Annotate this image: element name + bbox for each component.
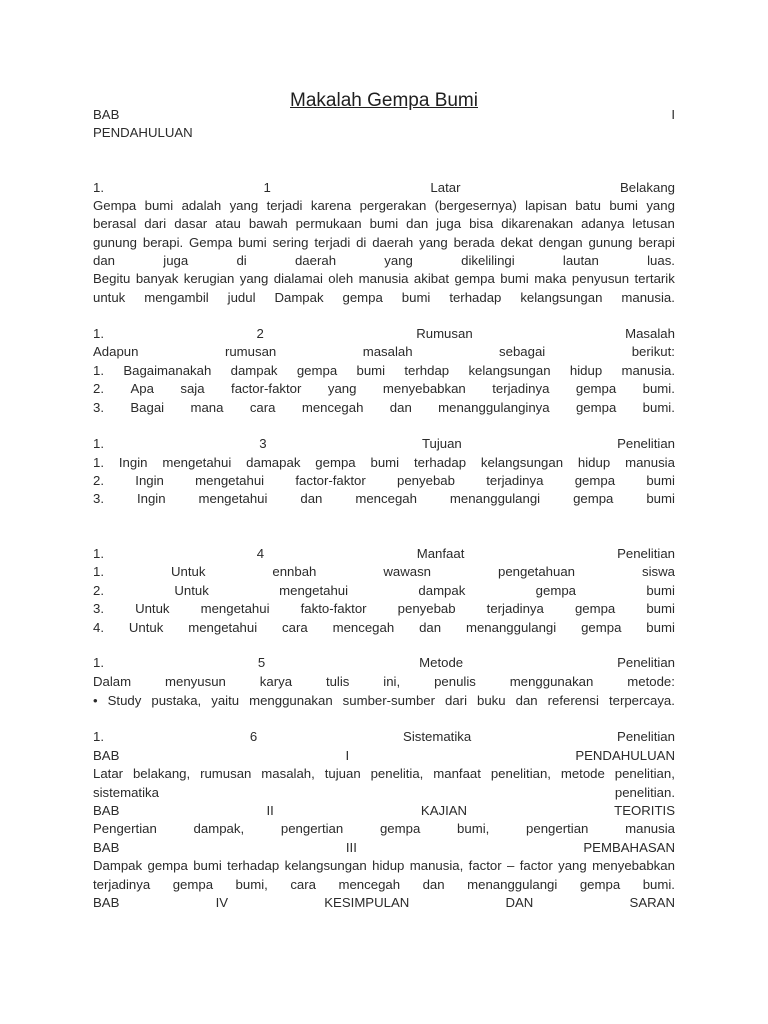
word: menanggulangi	[449, 491, 541, 506]
word: sebagai	[499, 344, 546, 359]
word: gempa	[575, 400, 617, 415]
word: karena	[310, 198, 352, 213]
word: terjadi	[266, 198, 303, 213]
word: manusia	[358, 271, 409, 286]
word: dan	[93, 253, 116, 268]
word: Ingin	[135, 473, 164, 488]
text-line	[93, 362, 675, 380]
word: penyebab	[397, 473, 455, 488]
text-line	[93, 545, 675, 563]
word: dan	[419, 620, 442, 635]
text-line	[93, 820, 675, 838]
word: berikut:	[631, 344, 675, 359]
text-line	[93, 673, 675, 691]
word: Adapun	[93, 344, 139, 359]
text-line	[93, 179, 675, 197]
word: ennbah	[272, 564, 317, 579]
text-line	[93, 124, 675, 142]
word: PENDAHULUAN	[93, 125, 193, 140]
word: gempa	[535, 583, 576, 598]
word: bumi	[609, 198, 638, 213]
word: Ingin	[118, 455, 148, 470]
word: bumi	[646, 583, 675, 598]
word: Latar	[93, 766, 124, 781]
word: bumi	[646, 473, 675, 488]
text-line	[93, 839, 675, 857]
word: damapak	[246, 455, 301, 470]
word: bumi	[646, 491, 675, 506]
word: bumi,	[457, 821, 490, 836]
word: dekat	[500, 235, 533, 250]
word: daerah	[294, 253, 337, 268]
word: mencegah	[338, 877, 401, 892]
text-line	[93, 215, 675, 233]
word: Masalah	[625, 326, 675, 341]
word: juga	[163, 253, 189, 268]
word: Pengertian	[93, 821, 157, 836]
text-line	[93, 619, 675, 637]
word: masalah	[362, 344, 413, 359]
word: dampak	[418, 583, 466, 598]
word: bumi	[646, 601, 675, 616]
word: BAB	[93, 748, 120, 763]
word: dan	[389, 400, 412, 415]
word: sering	[272, 235, 309, 250]
word: saja	[180, 381, 205, 396]
word: maka	[534, 271, 567, 286]
word: yang	[419, 235, 448, 250]
word: bumi.	[642, 400, 675, 415]
word: 4.	[93, 620, 104, 635]
text-line	[93, 289, 675, 307]
word: yang	[384, 253, 413, 268]
word: terjadinya	[486, 473, 544, 488]
word: Gempa	[189, 235, 233, 250]
word: IV	[215, 895, 229, 910]
word: KAJIAN	[420, 803, 468, 818]
word: kelangsungan	[284, 858, 367, 873]
word: masalah,	[261, 766, 315, 781]
word: metode:	[627, 674, 675, 689]
word: gempa	[147, 858, 188, 873]
word: dampak,	[193, 821, 245, 836]
text-line	[93, 654, 675, 672]
word: terjadinya	[93, 877, 151, 892]
word: mengetahui	[188, 620, 258, 635]
word: terjadi	[314, 235, 351, 250]
word: SARAN	[629, 895, 675, 910]
word: kelangsungan	[520, 290, 603, 305]
word: dengan	[538, 235, 583, 250]
word: lautan	[562, 253, 599, 268]
word: rumusan	[224, 344, 277, 359]
word: gempa	[315, 455, 356, 470]
word: menanggulangi	[465, 620, 557, 635]
word: dampak	[230, 363, 278, 378]
word: 1.	[93, 326, 104, 341]
word: manusia	[625, 821, 675, 836]
text-line	[93, 784, 675, 802]
word: bumi	[193, 858, 222, 873]
word: mengetahui	[195, 473, 265, 488]
word: Bagaimanakah	[123, 363, 212, 378]
word: bumi	[500, 271, 529, 286]
word: gunung	[93, 235, 138, 250]
word: bumi	[238, 235, 267, 250]
word: menggunakan	[249, 693, 333, 708]
text-line	[93, 435, 675, 453]
word: belakang,	[132, 766, 191, 781]
word: mencegah	[332, 620, 395, 635]
word: pengertian	[526, 821, 589, 836]
word: •	[93, 693, 98, 708]
word: terhadap	[227, 858, 280, 873]
word: judul	[227, 290, 256, 305]
word: dasar	[174, 216, 208, 231]
word: berada	[453, 235, 495, 250]
word: factor	[519, 858, 553, 873]
word: kelangsungan	[480, 455, 564, 470]
word: mengetahui	[162, 455, 232, 470]
word: terjadinya	[486, 601, 544, 616]
word: kerugian	[183, 271, 235, 286]
word: Metode	[419, 655, 464, 670]
word: mengetahui	[198, 491, 268, 506]
word: akibat	[413, 271, 450, 286]
word: Dalam	[93, 674, 132, 689]
text-line	[93, 234, 675, 252]
word: Untuk	[174, 583, 209, 598]
word: menyebabkan	[592, 858, 675, 873]
text-line	[93, 454, 675, 472]
word: 3.	[93, 601, 104, 616]
word: pengetahuan	[498, 564, 576, 579]
word: bumi	[401, 290, 431, 305]
word: Latar	[430, 180, 461, 195]
word: mengetahui	[279, 583, 349, 598]
word: metode	[560, 766, 605, 781]
word: 1.	[93, 180, 104, 195]
word: PEMBAHASAN	[583, 840, 675, 855]
word: rumusan	[200, 766, 252, 781]
word: yang	[327, 381, 357, 396]
text-line	[93, 270, 675, 288]
word: dikarenakan	[501, 216, 574, 231]
word: gempa	[574, 601, 616, 616]
word: atau	[215, 216, 241, 231]
word: gempa	[379, 821, 421, 836]
word: banyak	[135, 271, 179, 286]
text-line	[93, 106, 675, 124]
word: menanggulangi	[467, 877, 558, 892]
word: gempa	[579, 877, 621, 892]
word: penyusun	[571, 271, 630, 286]
word: BAB	[93, 107, 120, 122]
word: 2.	[93, 381, 104, 396]
word: gempa	[575, 381, 617, 396]
word: KESIMPULAN	[324, 895, 410, 910]
word: 2	[256, 326, 264, 341]
word: penelitian,	[490, 766, 551, 781]
word: menyebabkan	[382, 381, 466, 396]
word: Penelitian	[617, 436, 675, 451]
word: factor-faktor	[295, 473, 366, 488]
word: kelangsungan	[468, 363, 551, 378]
word: BAB	[93, 895, 120, 910]
text-line	[93, 692, 675, 710]
word: yaitu	[211, 693, 240, 708]
word: dan	[422, 877, 445, 892]
word: permukaan	[295, 216, 362, 231]
word: PENDAHULUAN	[575, 748, 675, 763]
word: 1.	[93, 363, 104, 378]
word: daerah	[372, 235, 414, 250]
word: gempa	[573, 491, 614, 506]
word: wawasn	[383, 564, 432, 579]
word: letusan	[632, 216, 675, 231]
word: batu	[575, 198, 601, 213]
word: Dampak	[274, 290, 324, 305]
word: mana	[190, 400, 224, 415]
word: mengambil	[144, 290, 209, 305]
word: yang	[646, 198, 675, 213]
word: –	[507, 858, 515, 873]
word: terhadap	[449, 290, 502, 305]
word: 1.	[93, 546, 104, 561]
word: Study	[107, 693, 142, 708]
word: bisa	[469, 216, 494, 231]
word: III	[345, 840, 357, 855]
word: dan	[300, 491, 323, 506]
word: Rumusan	[416, 326, 473, 341]
word: yang	[229, 198, 259, 213]
text-line	[93, 380, 675, 398]
word: juga	[436, 216, 462, 231]
word: dialamai	[273, 271, 323, 286]
word: 1.	[93, 455, 104, 470]
word: berapi	[638, 235, 675, 250]
word: manusia.	[621, 363, 675, 378]
word: BAB	[93, 840, 120, 855]
word: Untuk	[128, 620, 164, 635]
word: bumi	[369, 216, 399, 231]
word: bumi.	[642, 381, 675, 396]
text-line	[93, 857, 675, 875]
word: I	[671, 107, 675, 122]
word: Dampak	[93, 858, 143, 873]
word: lapisan	[525, 198, 567, 213]
word: terpercaya.	[608, 693, 675, 708]
word: dan	[515, 693, 538, 708]
word: terhadap	[413, 455, 467, 470]
word: pergerakan	[359, 198, 427, 213]
text-line	[93, 747, 675, 765]
word: gempa	[172, 877, 214, 892]
word: pustaka,	[151, 693, 202, 708]
word: Sistematika	[403, 729, 472, 744]
word: bumi	[144, 198, 174, 213]
word: penelitian,	[614, 766, 675, 781]
word: mencegah	[355, 491, 417, 506]
word: dari	[445, 693, 468, 708]
text-line	[93, 563, 675, 581]
word: menyusun	[165, 674, 226, 689]
text-line	[93, 600, 675, 618]
word: bawah	[248, 216, 288, 231]
word: I	[345, 748, 350, 763]
word: siswa	[641, 564, 675, 579]
word: bumi	[370, 455, 400, 470]
word: 3	[259, 436, 267, 451]
text-line	[93, 343, 675, 361]
word: bumi,	[235, 877, 268, 892]
word: tujuan	[324, 766, 361, 781]
word: penulis	[434, 674, 476, 689]
word: manusia	[625, 455, 675, 470]
word: DAN	[505, 895, 534, 910]
word: terjadinya	[492, 381, 550, 396]
word: oleh	[328, 271, 354, 286]
word: di	[236, 253, 247, 268]
text-line	[93, 876, 675, 894]
word: Tujuan	[421, 436, 462, 451]
word: gempa	[574, 473, 616, 488]
word: tulis	[325, 674, 350, 689]
word: luas.	[647, 253, 675, 268]
text-line	[93, 728, 675, 746]
word: sumber-sumber	[342, 693, 436, 708]
word: adalah	[181, 198, 222, 213]
word: cara	[290, 877, 316, 892]
word: 3.	[93, 491, 104, 506]
word: 5	[257, 655, 266, 670]
word: mengetahui	[200, 601, 270, 616]
word: 2.	[93, 583, 104, 598]
word: BAB	[93, 803, 120, 818]
document-title: Makalah Gempa Bumi	[290, 90, 478, 111]
word: gempa	[342, 290, 383, 305]
word: sistematika	[93, 785, 159, 800]
word: manusia,	[409, 858, 464, 873]
word: dari	[144, 216, 167, 231]
text-line	[93, 765, 675, 783]
word: gempa	[581, 620, 622, 635]
word: hidup	[569, 363, 603, 378]
word: berapi.	[142, 235, 184, 250]
word: cara	[282, 620, 308, 635]
word: bumi	[356, 363, 386, 378]
word: terhdap	[404, 363, 450, 378]
word: 3.	[93, 400, 104, 415]
word: (bergesernya)	[434, 198, 517, 213]
text-line	[93, 490, 675, 508]
word: dan	[406, 216, 429, 231]
word: 1.	[93, 655, 104, 670]
word: manfaat	[433, 766, 481, 781]
text-line	[93, 399, 675, 417]
word: Untuk	[135, 601, 170, 616]
word: 1.	[93, 436, 104, 451]
word: bumi.	[642, 877, 675, 892]
word: II	[266, 803, 274, 818]
word: Penelitian	[617, 729, 675, 744]
word: mencegah	[301, 400, 364, 415]
word: 1	[263, 180, 271, 195]
word: Ingin	[136, 491, 166, 506]
word: Manfaat	[416, 546, 465, 561]
word: factor-faktor	[231, 381, 302, 396]
word: factor	[468, 858, 502, 873]
text-line	[93, 252, 675, 270]
word: Penelitian	[617, 546, 675, 561]
word: 4	[256, 546, 265, 561]
word: manusia.	[621, 290, 675, 305]
word: adanya	[581, 216, 625, 231]
word: Gempa	[93, 198, 137, 213]
text-line	[93, 802, 675, 820]
word: 6	[249, 729, 258, 744]
word: penelitia,	[370, 766, 424, 781]
word: untuk	[93, 290, 126, 305]
word: pengertian	[280, 821, 344, 836]
word: karya	[259, 674, 293, 689]
word: berasal	[93, 216, 137, 231]
word: di	[356, 235, 367, 250]
word: 1.	[93, 564, 104, 579]
word: Belakang	[620, 180, 675, 195]
word: tertarik	[634, 271, 675, 286]
word: gunung	[588, 235, 633, 250]
word: referensi	[547, 693, 599, 708]
word: yang	[239, 271, 269, 286]
word: buku	[477, 693, 506, 708]
word: menanggulanginya	[438, 400, 550, 415]
word: bumi	[646, 620, 675, 635]
text-line	[93, 325, 675, 343]
word: menggunakan	[509, 674, 594, 689]
word: gempa	[296, 363, 338, 378]
word: ini,	[383, 674, 401, 689]
text-line	[93, 582, 675, 600]
word: 2.	[93, 473, 104, 488]
word: penyebab	[397, 601, 456, 616]
word: Penelitian	[617, 655, 675, 670]
word: TEORITIS	[614, 803, 675, 818]
text-line	[93, 894, 675, 912]
word: dikelilingi	[461, 253, 515, 268]
word: cara	[249, 400, 276, 415]
text-line	[93, 472, 675, 490]
word: hidup	[577, 455, 611, 470]
word: Bagai	[130, 400, 165, 415]
word: Apa	[130, 381, 154, 396]
word: gempa	[454, 271, 495, 286]
word: Begitu	[93, 271, 131, 286]
word: yang	[558, 858, 587, 873]
word: penelitian.	[614, 785, 675, 800]
text-line	[93, 197, 675, 215]
word: hidup	[372, 858, 405, 873]
word: 1.	[93, 729, 104, 744]
word: Untuk	[170, 564, 206, 579]
word: fakto-faktor	[300, 601, 367, 616]
